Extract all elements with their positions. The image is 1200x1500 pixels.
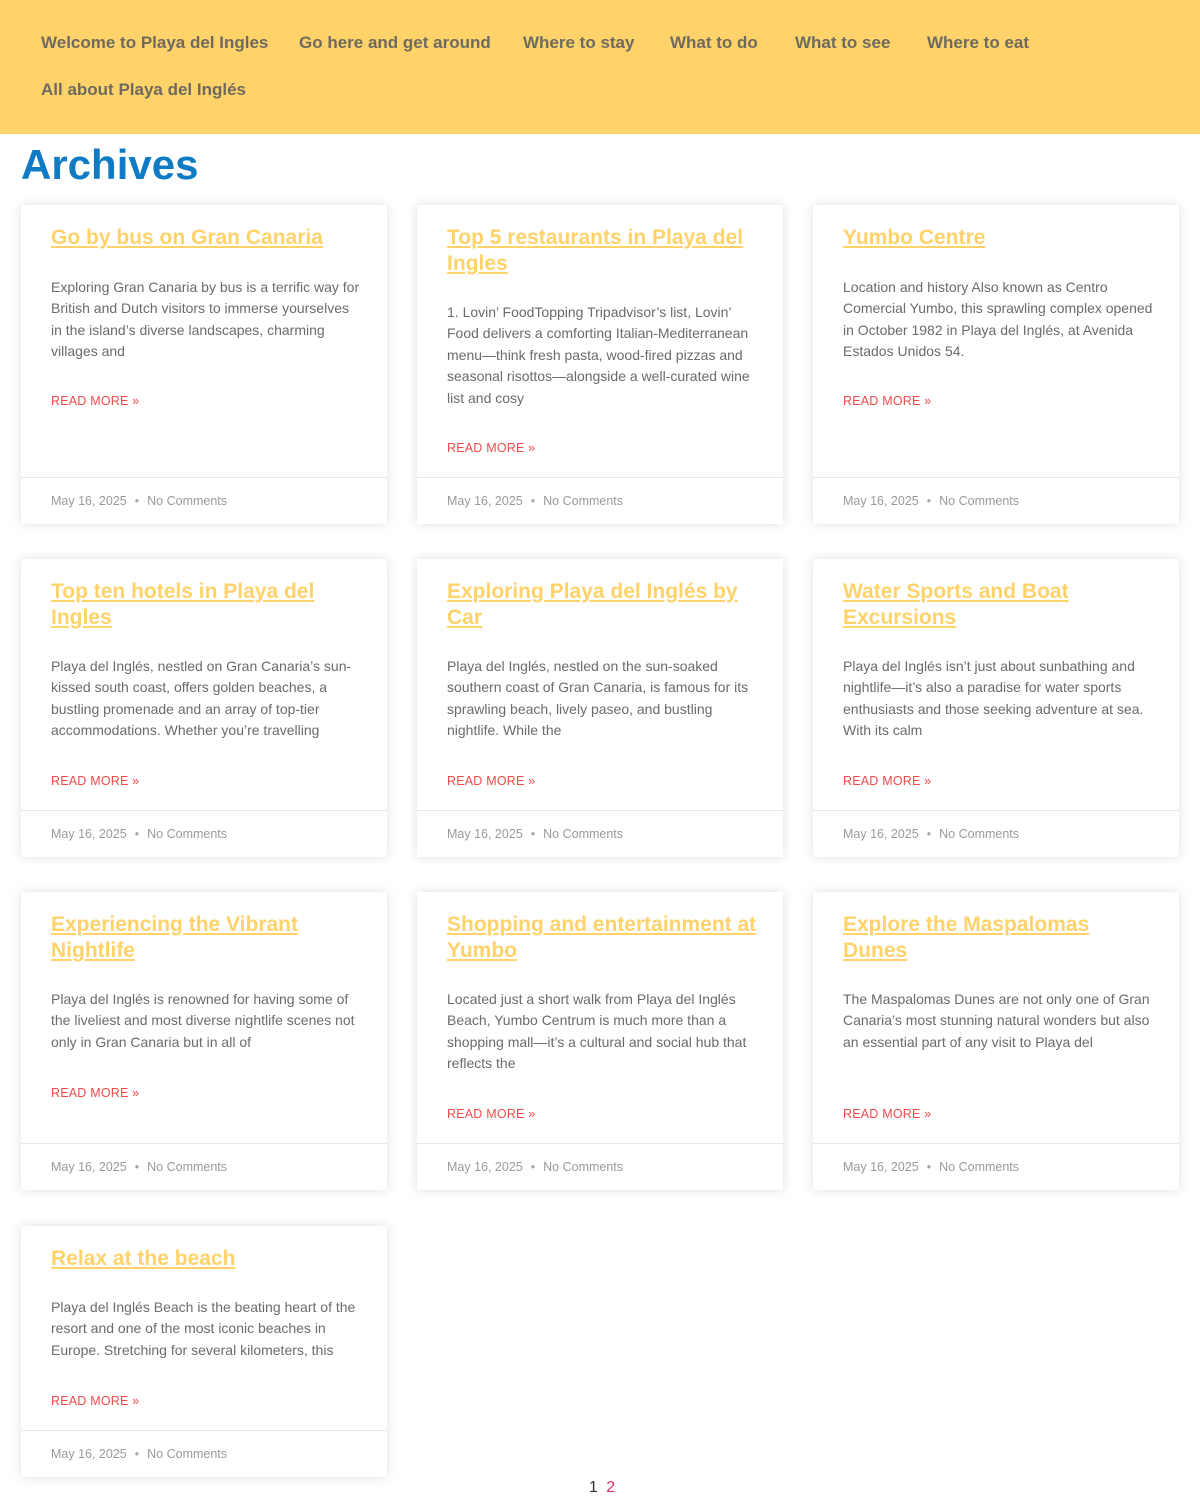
comments-link[interactable]: No Comments: [939, 494, 1020, 508]
post-date: May 16, 2025: [51, 1447, 127, 1461]
read-more-link[interactable]: READ MORE »: [51, 394, 140, 408]
post-date: May 16, 2025: [51, 827, 127, 841]
read-more-link[interactable]: READ MORE »: [51, 1086, 140, 1100]
comments-link[interactable]: No Comments: [147, 1447, 228, 1461]
read-more-link[interactable]: READ MORE »: [843, 774, 932, 788]
meta-separator: •: [530, 494, 536, 508]
post-excerpt: Playa del Inglés is renowned for having some of the liveliest and most diverse nightlife scenes not only in Gran Canaria but in all of: [51, 991, 355, 1050]
meta-separator: •: [134, 494, 140, 508]
post-title-link[interactable]: Experiencing the Vibrant Nightlife: [51, 913, 299, 962]
post-date: May 16, 2025: [447, 827, 523, 841]
post-meta: [813, 1143, 1179, 1190]
meta-separator: •: [134, 827, 140, 841]
post-card: [813, 559, 1179, 857]
comments-link[interactable]: No Comments: [939, 827, 1020, 841]
read-more-link[interactable]: READ MORE »: [447, 1107, 536, 1121]
comments-link[interactable]: No Comments: [543, 1160, 624, 1174]
post-excerpt: The Maspalomas Dunes are not only one of Gran Canaria’s most stunning natural wonders but also an essential part of any visit to Playa del: [843, 991, 1150, 1050]
nav-item-get-around[interactable]: Go here and get around: [299, 33, 491, 52]
meta-separator: •: [926, 494, 932, 508]
post-card: [21, 1226, 387, 1477]
post-meta: [417, 1143, 783, 1190]
pagination: [0, 1478, 1200, 1498]
post-title-link[interactable]: Explore the Maspalomas Dunes: [843, 913, 1090, 962]
post-date: May 16, 2025: [447, 1160, 523, 1174]
post-title-link[interactable]: Exploring Playa del Inglés by Car: [447, 580, 738, 629]
post-date: May 16, 2025: [843, 494, 919, 508]
post-title-link[interactable]: Top 5 restaurants in Playa del Ingles: [447, 226, 744, 275]
post-meta: [21, 810, 387, 857]
nav-item-all-about[interactable]: All about Playa del Inglés: [41, 80, 246, 99]
post-meta: [21, 477, 387, 524]
read-more-link[interactable]: READ MORE »: [843, 1107, 932, 1121]
page-number-link[interactable]: 2: [606, 1479, 616, 1496]
post-excerpt: Exploring Gran Canaria by bus is a terrific way for British and Dutch visitors to immerse yourselves in the island’s diverse landscapes, charming villages and: [51, 279, 360, 360]
post-date: May 16, 2025: [51, 494, 127, 508]
main-navigation: [0, 0, 1200, 134]
read-more-link[interactable]: READ MORE »: [51, 774, 140, 788]
post-excerpt: Playa del Inglés isn’t just about sunbathing and nightlife—it’s also a paradise for water sports enthusiasts and those seeking adventure at sea. With its calm: [843, 658, 1144, 739]
meta-separator: •: [926, 1160, 932, 1174]
post-title-link[interactable]: Top ten hotels in Playa del Ingles: [51, 580, 315, 629]
comments-link[interactable]: No Comments: [939, 1160, 1020, 1174]
meta-separator: •: [134, 1447, 140, 1461]
post-meta: [417, 810, 783, 857]
post-date: May 16, 2025: [843, 1160, 919, 1174]
post-date: May 16, 2025: [51, 1160, 127, 1174]
post-title-link[interactable]: Shopping and entertainment at Yumbo: [447, 913, 757, 962]
post-meta: [813, 810, 1179, 857]
meta-separator: •: [530, 827, 536, 841]
post-card: [813, 205, 1179, 524]
comments-link[interactable]: No Comments: [543, 494, 624, 508]
post-card: [21, 559, 387, 857]
page-number-current: 1: [588, 1479, 598, 1496]
post-excerpt: Playa del Inglés, nestled on the sun-soaked southern coast of Gran Canaria, is famous for its sprawling beach, lively paseo, and bustling nightlife. While the: [447, 658, 749, 739]
comments-link[interactable]: No Comments: [147, 827, 228, 841]
nav-item-what-to-do[interactable]: What to do: [670, 33, 758, 52]
read-more-link[interactable]: READ MORE »: [447, 774, 536, 788]
nav-item-where-to-eat[interactable]: Where to eat: [927, 33, 1030, 52]
post-title-link[interactable]: Yumbo Centre: [843, 226, 986, 249]
meta-separator: •: [530, 1160, 536, 1174]
comments-link[interactable]: No Comments: [147, 494, 228, 508]
post-meta: [21, 1430, 387, 1477]
page-title: Archives: [21, 141, 199, 188]
nav-item-what-to-see[interactable]: What to see: [795, 33, 891, 52]
post-meta: [813, 477, 1179, 524]
post-title-link[interactable]: Go by bus on Gran Canaria: [51, 226, 323, 249]
comments-link[interactable]: No Comments: [543, 827, 624, 841]
post-title-link[interactable]: Relax at the beach: [51, 1247, 236, 1270]
post-card: [21, 892, 387, 1190]
nav-item-welcome[interactable]: Welcome to Playa del Ingles: [41, 33, 269, 52]
post-card: [417, 559, 783, 857]
post-excerpt: Located just a short walk from Playa del Inglés Beach, Yumbo Centrum is much more than a shopping mall—it’s a cultural and social hub that reflects the: [447, 991, 747, 1072]
post-title-link[interactable]: Water Sports and Boat Excursions: [843, 580, 1069, 629]
read-more-link[interactable]: READ MORE »: [843, 394, 932, 408]
post-excerpt: Playa del Inglés, nestled on Gran Canaria’s sun-kissed south coast, offers golden beaches, a bustling promenade and an array of top-tier accommodations. Whether you’re travelling: [51, 658, 352, 739]
post-excerpt: 1. Lovin’ FoodTopping Tripadvisor’s list, Lovin’ Food delivers a comforting Italian-Mediterranean menu—think fresh pasta, wood-fired pizzas and seasonal risottos—alongside a well-curated wine list and cosy: [447, 304, 750, 406]
read-more-link[interactable]: READ MORE »: [447, 441, 536, 455]
read-more-link[interactable]: READ MORE »: [51, 1394, 140, 1408]
post-excerpt: Playa del Inglés Beach is the beating heart of the resort and one of the most iconic beaches in Europe. Stretching for several kilometers, this: [51, 1299, 356, 1358]
post-meta: [21, 1143, 387, 1190]
post-date: May 16, 2025: [447, 494, 523, 508]
post-meta: [417, 477, 783, 524]
meta-separator: •: [926, 827, 932, 841]
post-card: [21, 205, 387, 524]
post-excerpt: Location and history Also known as Centro Comercial Yumbo, this sprawling complex opened in October 1982 in Playa del Inglés, at Avenida Estados Unidos 54.: [843, 279, 1153, 360]
post-date: May 16, 2025: [843, 827, 919, 841]
comments-link[interactable]: No Comments: [147, 1160, 228, 1174]
post-card: [417, 205, 783, 524]
nav-item-where-to-stay[interactable]: Where to stay: [523, 33, 635, 52]
meta-separator: •: [134, 1160, 140, 1174]
post-card: [417, 892, 783, 1190]
post-card: [813, 892, 1179, 1190]
